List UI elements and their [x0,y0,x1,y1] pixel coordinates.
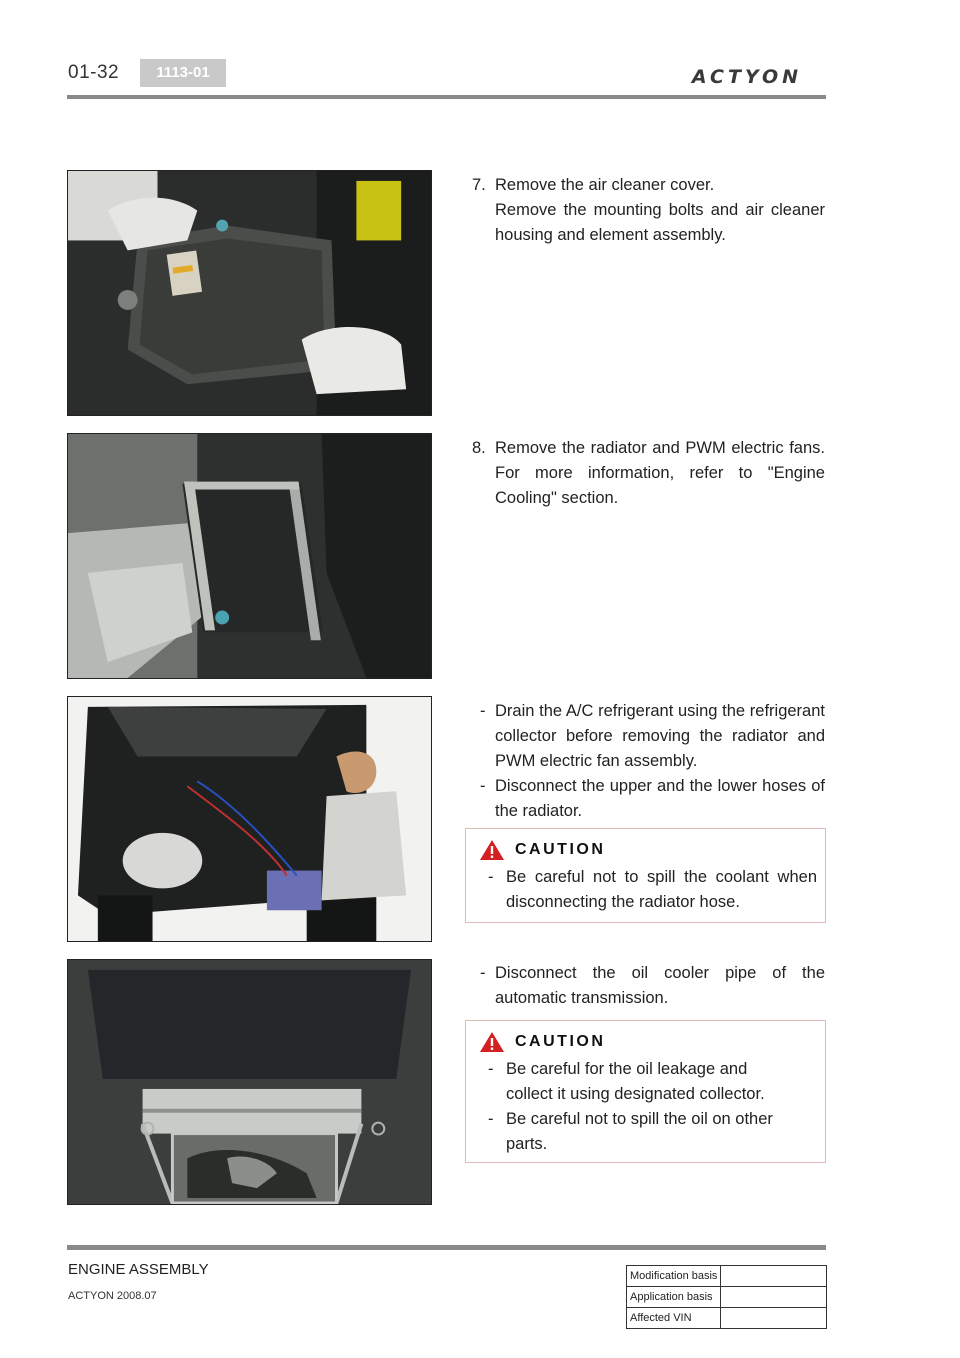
footer-section-title: ENGINE ASSEMBLY [68,1261,209,1278]
table-row [627,1308,827,1329]
step-7-line1: 7. Remove the air cleaner cover. [472,173,825,198]
ac-item-1: - Drain the A/C refrigerant using the refrigerant collector before removing the radiator and PWM electric fan assembly. [480,702,825,770]
warning-triangle-icon [479,839,505,861]
photo-air-cleaner [67,170,432,416]
step-8-number: 8. [472,439,486,457]
photo-radiator [67,433,432,679]
brand-logo [668,66,826,86]
svg-text:ACTYON: ACTYON [691,66,803,86]
modification-basis-value [721,1266,827,1287]
application-basis-label: Application basis [627,1287,721,1308]
caution-item: - Be careful not to spill the oil on other parts. [488,1110,773,1153]
step-8 [472,436,825,511]
caution-title: CAUTION [515,841,606,858]
affected-vin-label: Affected VIN [627,1308,721,1329]
photo-ac-refrigerant [67,696,432,942]
caution-box-coolant [465,828,826,923]
caution-title: CAUTION [515,1033,606,1050]
footer-model: ACTYON 2008.07 [68,1290,157,1302]
oil-block [472,961,825,1011]
caution-item: - Be careful not to spill the coolant when disconnecting the radiator hose. [488,868,817,911]
warning-triangle-icon [479,1031,505,1053]
caution-box-oil [465,1020,826,1163]
step-8-text: Remove the radiator and PWM electric fans. For more information, refer to "Engine Cooling" section. [495,439,825,507]
ac-block [472,699,825,824]
step-7 [472,173,825,248]
application-basis-value [721,1287,827,1308]
header-rule [67,95,826,99]
affected-vin-value [721,1308,827,1329]
table-row [627,1266,827,1287]
step-7-number: 7. [472,176,486,194]
photo-oil-cooler [67,959,432,1205]
step-7-line2: Remove the mounting bolts and air cleaner housing and element assembly. [495,201,825,244]
oil-item-1: - Disconnect the oil cooler pipe of the automatic transmission. [480,964,825,1007]
section-code-badge: 1113-01 [140,59,226,87]
page-number: 01-32 [68,62,120,83]
modification-basis-label: Modification basis [627,1266,721,1287]
caution-item: - Be careful for the oil leakage and collect it using designated collector. [488,1060,765,1103]
ac-item-2: - Disconnect the upper and the lower hoses of the radiator. [480,777,825,820]
modification-table [626,1265,827,1329]
footer-rule [67,1245,826,1250]
table-row [627,1287,827,1308]
